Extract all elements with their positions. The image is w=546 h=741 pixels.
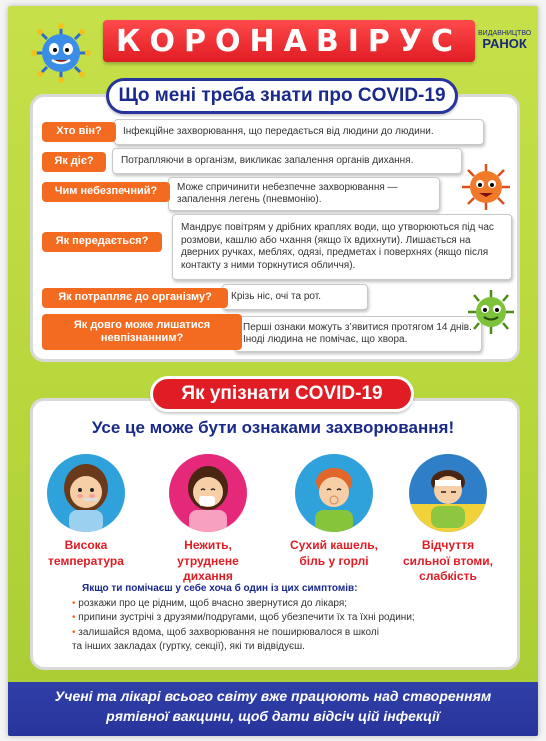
question-label: Як передається? — [42, 232, 162, 252]
runny-nose-girl-illustration — [169, 454, 247, 532]
question-label: Хто він? — [42, 122, 116, 142]
symptom-cough: Сухий кашель, біль у горлі — [284, 454, 384, 569]
symptom-runny-nose: Нежить, утруднене дихання — [158, 454, 258, 585]
answer-box: Крізь ніс, очі та рот. — [222, 284, 368, 310]
advice-list: Якщо ти помічаєш у себе хоча б один із цих симптомів: • розкажи про це рідним, щоб вчасно звернутися до лікаря; • припини зустрічі з друзями/подругами, щоб убезпечити їх та їхні родини; • залишайся вдома, щоб захворювання не поширювалося в школі та інших закладах (гуртку, секції), які ти відвідуєш. — [72, 582, 492, 655]
symptom-fatigue: Відчуття сильної втоми, слабкість — [398, 454, 498, 585]
title-banner — [103, 20, 475, 62]
section-heading-facts: Що мені треба знати про COVID-19 — [106, 78, 458, 114]
question-label: Як довго може лишатися невпізнанним? — [42, 314, 242, 350]
section-heading-symptoms: Як упізнати COVID-19 — [150, 376, 414, 412]
question-label: Як потрапляє до організму? — [42, 288, 228, 308]
answer-box: Перші ознаки можуть з’явитися протягом 14 днів. Іноді людина не помічає, що хвора. — [234, 316, 482, 352]
publisher-logo: ВИДАВНИЦТВО РАНОК — [478, 30, 532, 51]
coughing-boy-illustration — [295, 454, 373, 532]
question-label: Як діє? — [42, 152, 106, 172]
answer-box: Потрапляючи в організм, викликає запалення органів дихання. — [112, 148, 462, 174]
blue-virus-icon — [28, 22, 94, 84]
answer-box: Може спричинити небезпечне захворювання — запалення легень (пневмонію). — [168, 177, 440, 211]
list-item: • розкажи про це рідним, щоб вчасно звернутися до лікаря; — [72, 597, 492, 612]
answer-box: Мандрує повітрям у дрібних краплях води, що утворюються під час розмови, кашлю або чхання (якщо їх вдихнути). Лишається на дверних ручках, меблях, одязі, предметах і поверхнях (якщо після контакту з ними торкнутися обличчя). — [172, 214, 512, 280]
answer-box: Інфекційне захворювання, що передається від людини до людини. — [114, 119, 484, 145]
symptom-fever: Висока температура — [36, 454, 136, 569]
list-item: • припини зустрічі з друзями/подругами, щоб убезпечити їх та їхні родини; — [72, 611, 492, 626]
list-item: • залишайся вдома, щоб захворювання не поширювалося в школі — [72, 626, 492, 641]
tired-boy-illustration — [409, 454, 487, 532]
orange-virus-icon — [460, 162, 512, 212]
question-label: Чим небезпечний? — [42, 182, 170, 202]
green-virus-icon — [466, 288, 516, 336]
fever-girl-illustration — [47, 454, 125, 532]
page-title: КОРОНАВІРУС — [115, 23, 462, 59]
poster — [8, 6, 538, 736]
footer-banner: Учені та лікарі всього світу вже працюють над створенням рятівної вакцини, щоб дати відсіч цій інфекції — [8, 682, 538, 736]
symptoms-subheading: Усе це може бути ознаками захворювання! — [91, 418, 455, 437]
